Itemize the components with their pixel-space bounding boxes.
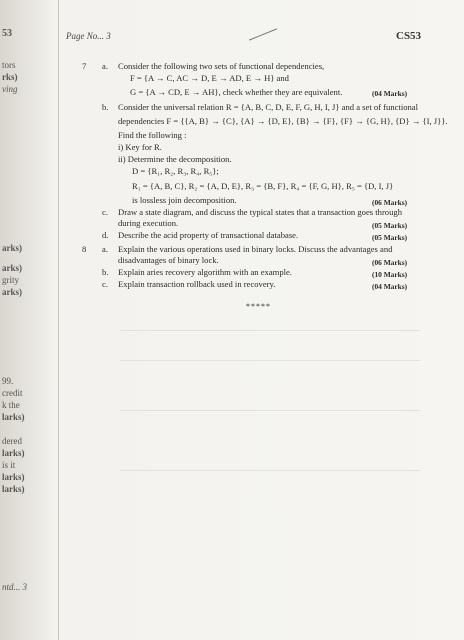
question-text: Find the following : — [118, 130, 187, 140]
question-text: R₁ = {A, B, C}, R₂ = {A, D, E}, R₃ = {B, F}, R₄ = {F, G, H}, R₅ = {D, I, J} — [132, 181, 394, 191]
marks-label: (04 Marks) — [372, 89, 408, 98]
question-text: Draw a state diagram, and discuss the typical states that a transaction goes through — [118, 207, 402, 217]
question-text: Explain transaction rollback used in recovery. — [118, 279, 276, 289]
marks-label: (06 Marks) — [372, 258, 408, 267]
margin-text: arks) — [2, 263, 22, 273]
left-margin-bleed — [0, 0, 58, 640]
margin-text: tors — [2, 60, 16, 70]
margin-text: ving — [2, 84, 18, 94]
marks-label: (06 Marks) — [372, 198, 408, 207]
question-text: during execution. — [118, 218, 179, 228]
margin-text: grity — [2, 275, 19, 285]
marks-label: (04 Marks) — [372, 282, 408, 291]
part-label: a. — [102, 61, 108, 71]
question-text: disadvantages of binary lock. — [118, 255, 219, 265]
part-label: b. — [102, 267, 109, 277]
marks-label: (10 Marks) — [372, 270, 408, 279]
part-label: c. — [102, 279, 108, 289]
question-text: Explain aries recovery algorithm with an example. — [118, 267, 292, 277]
paper-code: CS53 — [396, 30, 422, 42]
margin-text: larks) — [2, 484, 25, 494]
margin-text: arks) — [2, 287, 22, 297]
question-text: is lossless join decomposition. — [132, 195, 237, 205]
bleed-through-line — [120, 470, 420, 471]
question-number: 7 — [82, 61, 87, 71]
bleed-through-line — [120, 410, 420, 411]
margin-text: 53 — [2, 28, 12, 39]
part-label: a. — [102, 244, 108, 254]
margin-text: rks) — [2, 72, 18, 82]
margin-text: larks) — [2, 448, 25, 458]
page-number: Page No... 3 — [66, 31, 111, 41]
end-of-paper-mark: ***** — [246, 302, 271, 311]
question-text: D = {R₁, R₂, R₃, R₄, R₅}; — [132, 166, 219, 176]
bleed-through-line — [120, 330, 420, 331]
question-text: Consider the universal relation R = {A, B, C, D, E, F, G, H, I, J} and a set of functional — [118, 102, 419, 112]
margin-text: arks) — [2, 243, 22, 253]
margin-text: k the — [2, 400, 20, 410]
margin-text: ntd... 3 — [2, 582, 28, 592]
part-label: d. — [102, 230, 109, 240]
question-text: G = {A → CD, E → AH}, check whether they are equivalent. — [130, 87, 343, 97]
margin-text: larks) — [2, 412, 25, 422]
question-text: i) Key for R. — [118, 142, 162, 152]
part-label: c. — [102, 207, 108, 217]
question-text: dependencies F = {{A, B} → {C}, {A} → {D, E}, {B} → {F}, {F} → {G, H}, {D} → {I, J}}. — [118, 116, 448, 126]
question-text: ii) Determine the decomposition. — [118, 154, 232, 164]
page-fold — [58, 0, 59, 640]
bleed-through-line — [120, 360, 420, 361]
margin-text: credit — [2, 388, 23, 398]
question-text: F = {A → C, AC → D, E → AD, E → H} and — [130, 73, 289, 83]
margin-text: 99. — [2, 376, 14, 386]
question-text: Consider the following two sets of functional dependencies, — [118, 61, 325, 71]
part-label: b. — [102, 102, 109, 112]
pen-stroke — [249, 28, 277, 40]
marks-label: (05 Marks) — [372, 233, 408, 242]
question-number: 8 — [82, 244, 87, 254]
margin-text: larks) — [2, 472, 25, 482]
question-text: Describe the acid property of transactional database. — [118, 230, 299, 240]
margin-text: is it — [2, 460, 16, 470]
question-text: Explain the various operations used in binary locks. Discuss the advantages and — [118, 244, 393, 254]
margin-text: dered — [2, 436, 22, 446]
marks-label: (05 Marks) — [372, 221, 408, 230]
